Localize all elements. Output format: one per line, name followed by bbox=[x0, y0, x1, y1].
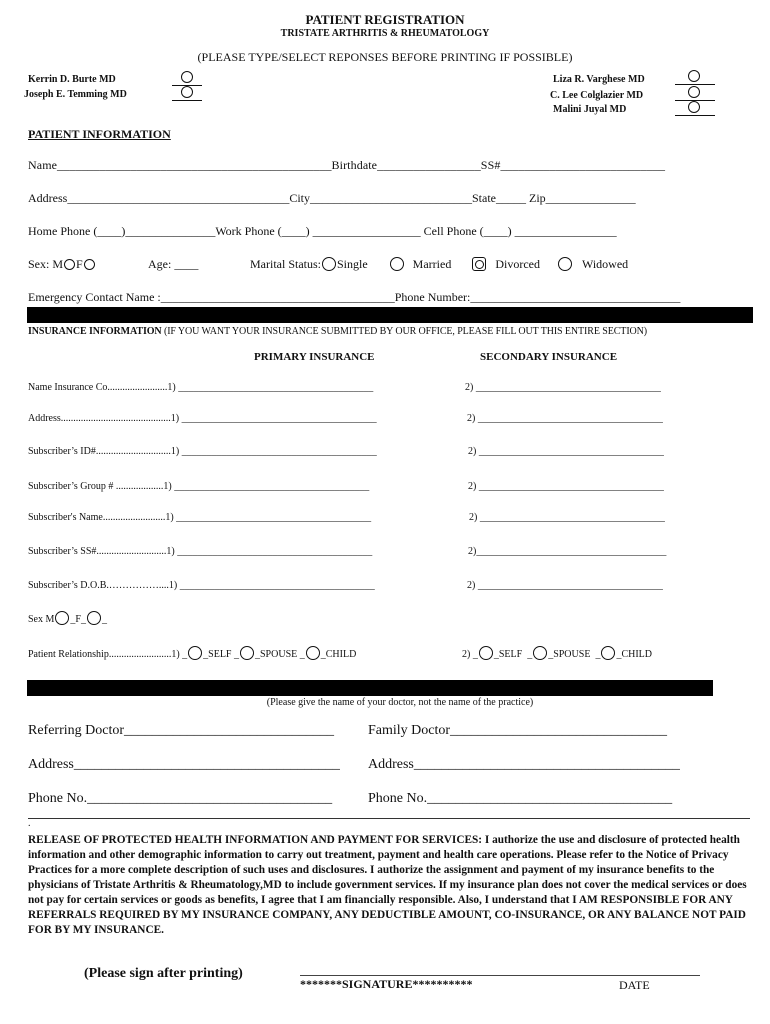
secondary-child-radio[interactable] bbox=[601, 646, 615, 660]
insurance-sex-row: Sex M _F_ _ bbox=[28, 611, 107, 625]
divorced-label: Divorced bbox=[495, 257, 540, 271]
stray-dot: . bbox=[28, 818, 31, 829]
family-phone-field[interactable]: Phone No.___________________________________ bbox=[368, 791, 673, 806]
signature-label: *******SIGNATURE********** bbox=[300, 977, 473, 991]
insurance-address-field[interactable]: Address............................................1) _______________________________________ bbox=[28, 413, 377, 424]
sex-m-radio[interactable] bbox=[64, 259, 75, 270]
referring-phone-field[interactable]: Phone No.___________________________________ bbox=[28, 791, 333, 806]
insurance-heading: INSURANCE INFORMATION bbox=[28, 326, 162, 337]
primary-spouse-label: SPOUSE bbox=[260, 649, 298, 660]
phones-line[interactable]: Home Phone (____)_______________Work Phone (____) __________________ Cell Phone (____) _________________ bbox=[28, 224, 617, 238]
subscriber-group-field[interactable]: Subscriber’s Group # ...................1) _______________________________________ bbox=[28, 481, 370, 492]
relationship-label: Patient Relationship.........................1) bbox=[28, 649, 180, 660]
sign-instruction: (Please sign after printing) bbox=[84, 966, 243, 981]
secondary-self-label: SELF bbox=[498, 649, 523, 660]
name-birthdate-ss-line[interactable]: Name_____________________________________________Birthdate_________________SS#___________________________ bbox=[28, 158, 666, 172]
sex-m-label: Sex: M bbox=[28, 257, 64, 271]
subscriber-name-field[interactable]: Subscriber's Name.........................1) _______________________________________ bbox=[28, 512, 372, 523]
sex-row bbox=[28, 257, 96, 272]
subscriber-dob-secondary-field[interactable]: 2) _____________________________________ bbox=[467, 580, 663, 591]
relationship-secondary-row: 2) _ _SELF _ _SPOUSE _ _CHILD bbox=[462, 646, 652, 660]
secondary-spouse-radio[interactable] bbox=[533, 646, 547, 660]
insurance-note: (IF YOU WANT YOUR INSURANCE SUBMITTED BY OUR OFFICE, PLEASE FILL OUT THIS ENTIRE SECTION) bbox=[161, 326, 648, 337]
select-colglazier-checkbox[interactable] bbox=[675, 89, 715, 101]
print-instruction: (PLEASE TYPE/SELECT REPONSES BEFORE PRINTING IF POSSIBLE) bbox=[197, 50, 573, 64]
referring-address-field[interactable]: Address______________________________________ bbox=[28, 757, 340, 772]
subscriber-id-field[interactable]: Subscriber’s ID#..............................1) _______________________________________ bbox=[28, 446, 377, 457]
secondary-spouse-label: SPOUSE bbox=[553, 649, 591, 660]
secondary-insurance-heading: SECONDARY INSURANCE bbox=[480, 351, 618, 363]
select-juyal-checkbox[interactable] bbox=[675, 104, 715, 116]
family-doctor-field[interactable]: Family Doctor_______________________________ bbox=[368, 723, 668, 738]
date-label: DATE bbox=[619, 978, 650, 992]
subscriber-dob-field[interactable]: Subscriber’s D.O.B.……………....1) _______________________________________ bbox=[28, 580, 375, 591]
sex-f-label: F bbox=[76, 257, 83, 271]
emergency-contact-line[interactable]: Emergency Contact Name :_______________________________________Phone Number:___________________________________ bbox=[28, 290, 681, 304]
insurance-sex-m-radio[interactable] bbox=[55, 611, 69, 625]
age-field[interactable]: Age: ____ bbox=[148, 257, 199, 271]
subscriber-name-secondary-field[interactable]: 2) _____________________________________ bbox=[469, 512, 665, 523]
sex-f-radio[interactable] bbox=[84, 259, 95, 270]
secondary-self-radio[interactable] bbox=[479, 646, 493, 660]
divider-rule bbox=[28, 818, 750, 819]
doctor-temming: Joseph E. Temming MD bbox=[24, 89, 127, 100]
insurance-sex-m-label: Sex M bbox=[28, 614, 55, 625]
primary-child-label: CHILD bbox=[325, 649, 357, 660]
section-divider-bar bbox=[27, 307, 753, 323]
subscriber-ss-secondary-field[interactable]: 2)______________________________________ bbox=[468, 546, 667, 557]
divorced-radio[interactable] bbox=[472, 257, 486, 271]
patient-info-heading: PATIENT INFORMATION bbox=[28, 127, 171, 141]
practice-name: TRISTATE ARTHRITIS & RHEUMATOLOGY bbox=[280, 28, 490, 39]
subscriber-ss-field[interactable]: Subscriber’s SS#............................1) _______________________________________ bbox=[28, 546, 373, 557]
insurance-sex-f-label: F bbox=[75, 614, 81, 625]
signature-line[interactable] bbox=[300, 975, 700, 976]
widowed-radio[interactable] bbox=[558, 257, 572, 271]
relationship-primary-row: Patient Relationship.........................1) _ _SELF _ _SPOUSE _ _CHILD bbox=[28, 646, 356, 660]
primary-self-radio[interactable] bbox=[188, 646, 202, 660]
doctor-varghese: Liza R. Varghese MD bbox=[553, 74, 645, 85]
insurance-address-secondary-field[interactable]: 2) _____________________________________ bbox=[467, 413, 663, 424]
primary-insurance-heading: PRIMARY INSURANCE bbox=[254, 351, 375, 363]
secondary-child-label: CHILD bbox=[621, 649, 652, 660]
insurance-sex-f-radio[interactable] bbox=[87, 611, 101, 625]
release-paragraph: RELEASE OF PROTECTED HEALTH INFORMATION AND PAYMENT FOR SERVICES: I authorize the use and disclosure of protected health information and other demographic information to carry out treatment, payment and health care operations. Please refer to the Notice of Privacy Practices for a more complete description of such uses and disclosures. I authorize the assignment and payment of my insurance benefits to the physicians of Tristate Arthritis & Rheumatology,MD to include government services. If my insurance plan does not cover the medical services or does not pay for certain services or goods as benefits, I agree that I am financially responsible. Also, I understand that I AM RESPONSIBLE FOR ANY REFERRALS REQUIRED BY MY INSURANCE COMPANY, ANY DEDUCTIBLE AMOUNT, CO-INSURANCE, OR ANY BALANCE NOT PAID FOR BY MY INSURANCE. bbox=[28, 834, 747, 936]
single-radio[interactable] bbox=[322, 257, 336, 271]
doctor-burte: Kerrin D. Burte MD bbox=[28, 74, 116, 85]
married-label: Married bbox=[412, 257, 452, 271]
insurance-company-secondary-field[interactable]: 2) _____________________________________ bbox=[465, 382, 661, 393]
subscriber-group-secondary-field[interactable]: 2) _____________________________________ bbox=[468, 481, 664, 492]
family-address-field[interactable]: Address______________________________________ bbox=[368, 757, 680, 772]
marital-label: Marital Status: bbox=[250, 257, 321, 271]
subscriber-id-secondary-field[interactable]: 2) _____________________________________ bbox=[468, 446, 664, 457]
select-varghese-checkbox[interactable] bbox=[675, 73, 715, 85]
insurance-company-field[interactable]: Name Insurance Co........................1) _______________________________________ bbox=[28, 382, 374, 393]
address-city-state-zip-line[interactable]: Address_____________________________________City___________________________State_____ Zip_______________ bbox=[28, 191, 636, 205]
single-label: Single bbox=[337, 257, 368, 271]
doctor-juyal: Malini Juyal MD bbox=[553, 104, 627, 115]
form-title: PATIENT REGISTRATION bbox=[305, 12, 465, 27]
referring-doctor-field[interactable]: Referring Doctor______________________________ bbox=[28, 723, 335, 738]
primary-spouse-radio[interactable] bbox=[240, 646, 254, 660]
marital-row bbox=[250, 257, 628, 272]
select-burte-checkbox[interactable] bbox=[172, 74, 202, 86]
doctor-note: (Please give the name of your doctor, not the name of the practice) bbox=[266, 697, 534, 708]
secondary-prefix: 2) bbox=[462, 649, 471, 660]
primary-self-label: SELF bbox=[208, 649, 232, 660]
select-temming-checkbox[interactable] bbox=[172, 89, 202, 101]
section-divider-bar-2 bbox=[27, 680, 713, 696]
insurance-heading-row bbox=[28, 326, 647, 337]
widowed-label: Widowed bbox=[581, 257, 629, 271]
doctor-colglazier: C. Lee Colglazier MD bbox=[550, 90, 644, 101]
primary-child-radio[interactable] bbox=[306, 646, 320, 660]
married-radio[interactable] bbox=[390, 257, 404, 271]
